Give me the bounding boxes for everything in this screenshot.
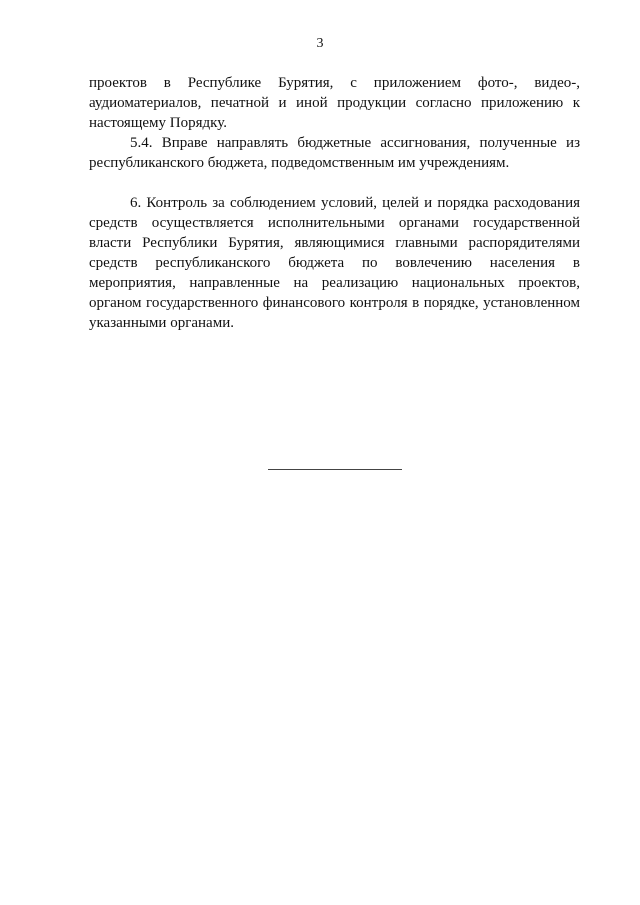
document-body [89,73,580,333]
paragraph-continuation: проектов в Республике Бурятия, с приложением фото-, видео-, аудиоматериалов, печатной и иной продукции согласно приложению к настоящему Порядку. [89,75,580,131]
paragraph-item-6: 6. Контроль за соблюдением условий, целей и порядка расходования средств осуществляется исполнительными органами государственной власти Республики Бурятия, являющимися главными распорядителями средств республиканского бюджета по вовлечению населения в мероприятия, направленные на реализацию национальных проектов, органом государственного финансового контроля в порядке, установленном указанными органами. [89,195,580,331]
page-number: 3 [316,36,324,51]
end-of-document-rule [268,469,402,470]
paragraph-item-5-4: 5.4. Вправе направлять бюджетные ассигнования, полученные из республиканского бюджета, подведомственным им учреждениям. [89,135,580,171]
